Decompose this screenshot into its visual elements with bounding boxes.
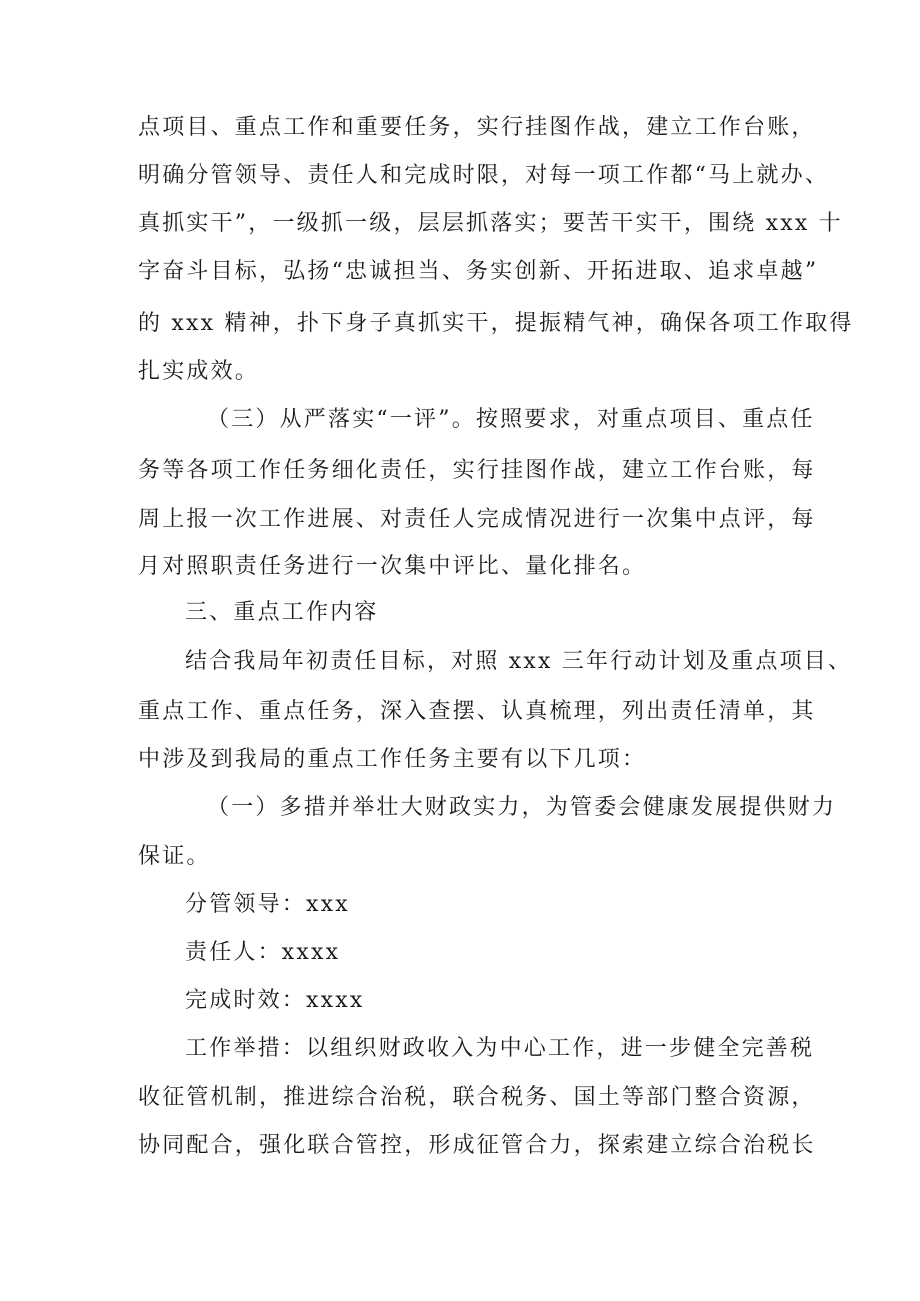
body-text-line: 字奋斗目标，弘扬“忠诚担当、务实创新、开拓进取、追求卓越” (138, 259, 819, 284)
body-text-line: 收征管机制，推进综合治税，联合税务、国土等部门整合资源， (138, 1085, 816, 1110)
body-text-line: 明确分管领导、责任人和完成时限，对每一项工作都“马上就办、 (138, 163, 830, 188)
body-text-line: 周上报一次工作进展、对责任人完成情况进行一次集中点评，每 (138, 507, 816, 532)
lead-label-line: 分管领导：xxx (185, 892, 350, 917)
body-text-line: 重点工作、重点任务，深入查摆、认真梳理，列出责任清单，其 (138, 699, 816, 724)
subsection-heading-3: （三）从严落实“一评”。按照要求，对重点项目、重点任 (207, 407, 815, 432)
subsection-heading-1: （一）多措并举壮大财政实力，为管委会健康发展提供财力 (207, 795, 837, 820)
deadline-line: 完成时效：xxxx (185, 988, 365, 1013)
body-text-line: 结合我局年初责任目标，对照 xxx 三年行动计划及重点项目、 (185, 649, 853, 674)
body-text-line: 点项目、重点工作和重要任务，实行挂图作战，建立工作台账， (138, 115, 816, 140)
body-text-line: 月对照职责任务进行一次集中评比、量化排名。 (138, 554, 647, 579)
body-text-line: 真抓实干”，一级抓一级，层层抓落实；要苦干实干，围绕 xxx 十 (138, 211, 843, 236)
body-text-line: 务等各项工作任务细化责任，实行挂图作战，建立工作台账，每 (138, 458, 816, 483)
body-text-line: 保证。 (138, 844, 211, 869)
body-text-line: 的 xxx 精神，扑下身子真抓实干，提振精气神，确保各项工作取得 (138, 311, 854, 336)
section-heading-3: 三、重点工作内容 (185, 600, 379, 625)
responsible-person-line: 责任人：xxxx (185, 940, 341, 965)
body-text-line: 扎实成效。 (138, 359, 260, 384)
body-text-line: 协同配合，强化联合管控，形成征管合力，探索建立综合治税长 (138, 1133, 816, 1158)
measures-line: 工作举措：以组织财政收入为中心工作，进一步健全完善税 (185, 1036, 815, 1061)
body-text-line: 中涉及到我局的重点工作任务主要有以下几项： (138, 747, 647, 772)
